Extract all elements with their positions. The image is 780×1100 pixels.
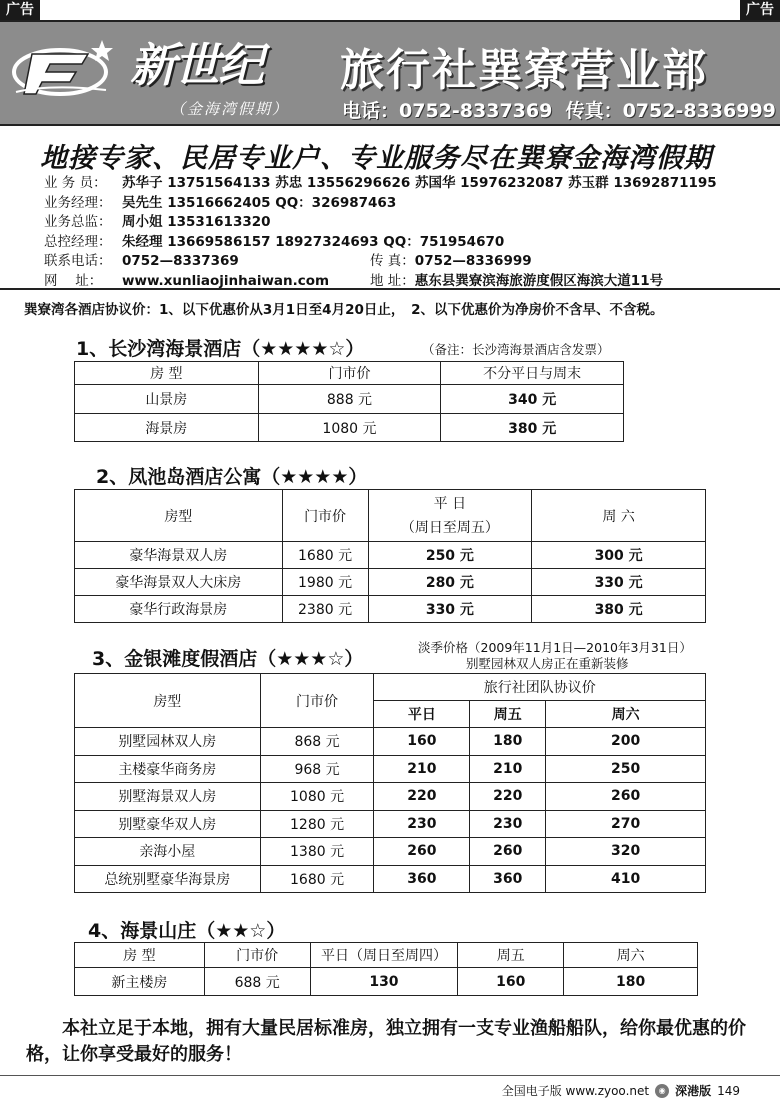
hotel4-table [74,942,698,996]
globe-icon: ◉ [655,1084,669,1098]
page-footer [502,1082,740,1099]
tel-label: 联系电话： [44,253,112,269]
list-price: 2380 元 [282,596,368,623]
saturday-price: 270 [546,810,706,838]
manager: 吴先生 13516662405 QQ：326987463 [122,194,397,211]
list-price: 1080 元 [258,414,441,442]
hotel3-note-renovation: 别墅园林双人房正在重新装修 [466,656,629,671]
room-type: 豪华海景双人房 [75,542,283,569]
table-row [75,838,706,866]
weekday-price: 160 [374,728,470,756]
room-type: 山景房 [75,385,259,414]
friday-price: 360 [470,865,546,893]
list-price: 1980 元 [282,569,368,596]
deal-price: 380 元 [441,414,624,442]
phone-number: 0752-8337369 [399,100,553,122]
friday-price: 210 [470,755,546,783]
list-price: 1680 元 [260,865,374,893]
brand-subtitle: （金海湾假期） [170,100,290,118]
tel: 0752—8337369 [122,253,239,269]
hotel1-note: （备注：长沙湾海景酒店含发票） [422,342,610,357]
page-number: 149 [717,1083,740,1098]
banner-phones [342,96,776,123]
director-label: 业务总监： [44,214,112,230]
phone-label: 电话： [342,100,400,122]
saturday-price: 180 [564,968,698,996]
friday-price: 180 [470,728,546,756]
header-cell: 房 型 [75,362,259,385]
friday-price: 160 [458,968,564,996]
table-row [75,542,706,569]
table-row [75,783,706,811]
room-type: 豪华行政海景房 [75,596,283,623]
website-link[interactable]: www.xunliaojinhaiwan.com [122,272,330,289]
fax2: 0752—8336999 [414,253,532,269]
table-row [75,414,624,442]
header-cell: 周六 [546,701,706,728]
list-price: 1280 元 [260,810,374,838]
list-price: 868 元 [260,728,374,756]
header-cell: 房 型 [75,943,205,968]
hotel3-note-season: 淡季价格（2009年11月1日—2010年3月31日） [418,640,692,655]
header-cell: 门市价 [282,490,368,542]
saturday-price: 200 [546,728,706,756]
price-notice: 巽寮湾各酒店协议价：1、以下优惠价从3月1日至4月20日止， 2、以下优惠价为净房价不含早、不含税。 [24,302,664,318]
weekday-range: （周日至周五） [400,519,499,536]
friday-price: 260 [470,838,546,866]
salesmen: 苏华子 13751564133 苏忠 13556296626 苏国华 15976232087 苏玉群 13692871195 [122,175,717,191]
room-type: 别墅海景双人房 [75,783,261,811]
list-price: 1680 元 [282,542,368,569]
controller-label: 总控经理： [44,233,112,250]
list-price: 1080 元 [260,783,374,811]
table-row [75,865,706,893]
weekday-price: 250 元 [368,542,532,569]
room-type: 豪华海景双人大床房 [75,569,283,596]
list-price: 1380 元 [260,838,374,866]
weekday-price: 360 [374,865,470,893]
hotel3-table [74,673,706,893]
address: 惠东县巽寮滨海旅游度假区海滨大道11号 [414,272,664,289]
header-cell: 旅行社团队协议价 [374,674,706,701]
hotel3-title: 3、金银滩度假酒店（★★★☆） [92,648,364,670]
weekday-label: 平 日 [433,495,467,512]
weekday-price: 280 元 [368,569,532,596]
saturday-price: 300 元 [532,542,706,569]
list-price: 888 元 [258,385,441,414]
weekday-price: 230 [374,810,470,838]
table-row [75,728,706,756]
header-cell: 门市价 [260,674,374,728]
company-name: 旅行社巽寮营业部 [340,45,708,96]
divider [0,288,780,290]
header-cell: 房型 [75,674,261,728]
header-cell: 不分平日与周末 [441,362,624,385]
weekday-price: 210 [374,755,470,783]
table-header-row [75,674,706,701]
room-type: 亲海小屋 [75,838,261,866]
saturday-price: 320 [546,838,706,866]
saturday-price: 330 元 [532,569,706,596]
ad-label-left: 广告 [0,0,40,20]
table-row [75,968,698,996]
edition-badge: 深港版 [675,1084,712,1098]
fax2-label: 传 真： [370,253,415,269]
header-banner [0,20,780,126]
hotel2-table [74,489,706,623]
edition-text: 全国电子版 www.zyoo.net [501,1084,650,1098]
list-price: 688 元 [204,968,310,996]
header-cell: 门市价 [204,943,310,968]
table-header-row [75,490,706,542]
room-type: 主楼豪华商务房 [75,755,261,783]
deal-price: 340 元 [441,385,624,414]
header-cell: 平日 [374,701,470,728]
hotel2-title: 2、凤池岛酒店公寓（★★★★） [96,466,368,488]
room-type: 新主楼房 [75,968,205,996]
web-label: 网 址： [44,272,103,289]
header-cell: 周 六 [532,490,706,542]
footer-divider [0,1075,780,1076]
brand-name: 新世纪 [130,38,262,92]
header-cell: 房型 [75,490,283,542]
friday-price: 220 [470,783,546,811]
table-row [75,385,624,414]
fax-label: 传真： [565,100,623,122]
saturday-price: 410 [546,865,706,893]
slogan: 地接专家、民居专业户、专业服务尽在巽寮金海湾假期 [40,143,712,174]
addr-label: 地 址： [370,272,415,289]
table-row [75,810,706,838]
room-type: 海景房 [75,414,259,442]
room-type: 总统别墅豪华海景房 [75,865,261,893]
saturday-price: 380 元 [532,596,706,623]
header-cell: 门市价 [258,362,441,385]
weekday-price: 220 [374,783,470,811]
room-type: 别墅园林双人房 [75,728,261,756]
room-type: 别墅豪华双人房 [75,810,261,838]
table-row [75,596,706,623]
header-cell: 平日（周日至周四） [310,943,458,968]
company-logo-icon [10,32,120,102]
salesman-label: 业 务 员： [44,175,107,191]
header-cell: 周五 [470,701,546,728]
header-cell: 周五 [458,943,564,968]
list-price: 968 元 [260,755,374,783]
contact-block [44,174,717,291]
hotel4-title: 4、海景山庄（★★☆） [88,920,286,942]
weekday-price: 130 [310,968,458,996]
hotel1-table [74,361,624,442]
saturday-price: 260 [546,783,706,811]
weekday-price: 260 [374,838,470,866]
weekday-price: 330 元 [368,596,532,623]
fax-number: 0752-8336999 [622,100,776,122]
controller: 朱经理 13669586157 18927324693 QQ：751954670 [122,233,505,250]
hotel1-title: 1、长沙湾海景酒店（★★★★☆） [76,338,365,360]
ad-label-right: 广告 [740,0,780,20]
friday-price: 230 [470,810,546,838]
header-cell [368,490,532,542]
closing-statement: 本社立足于本地，拥有大量民居标准房，独立拥有一支专业渔船船队，给你最优惠的价格，让你享受最好的服务！ [26,1018,746,1065]
director: 周小姐 13531613320 [122,214,271,230]
table-header-row [75,943,698,968]
table-row [75,755,706,783]
manager-label: 业务经理： [44,194,112,211]
table-row [75,569,706,596]
header-cell: 周六 [564,943,698,968]
table-header-row [75,362,624,385]
saturday-price: 250 [546,755,706,783]
